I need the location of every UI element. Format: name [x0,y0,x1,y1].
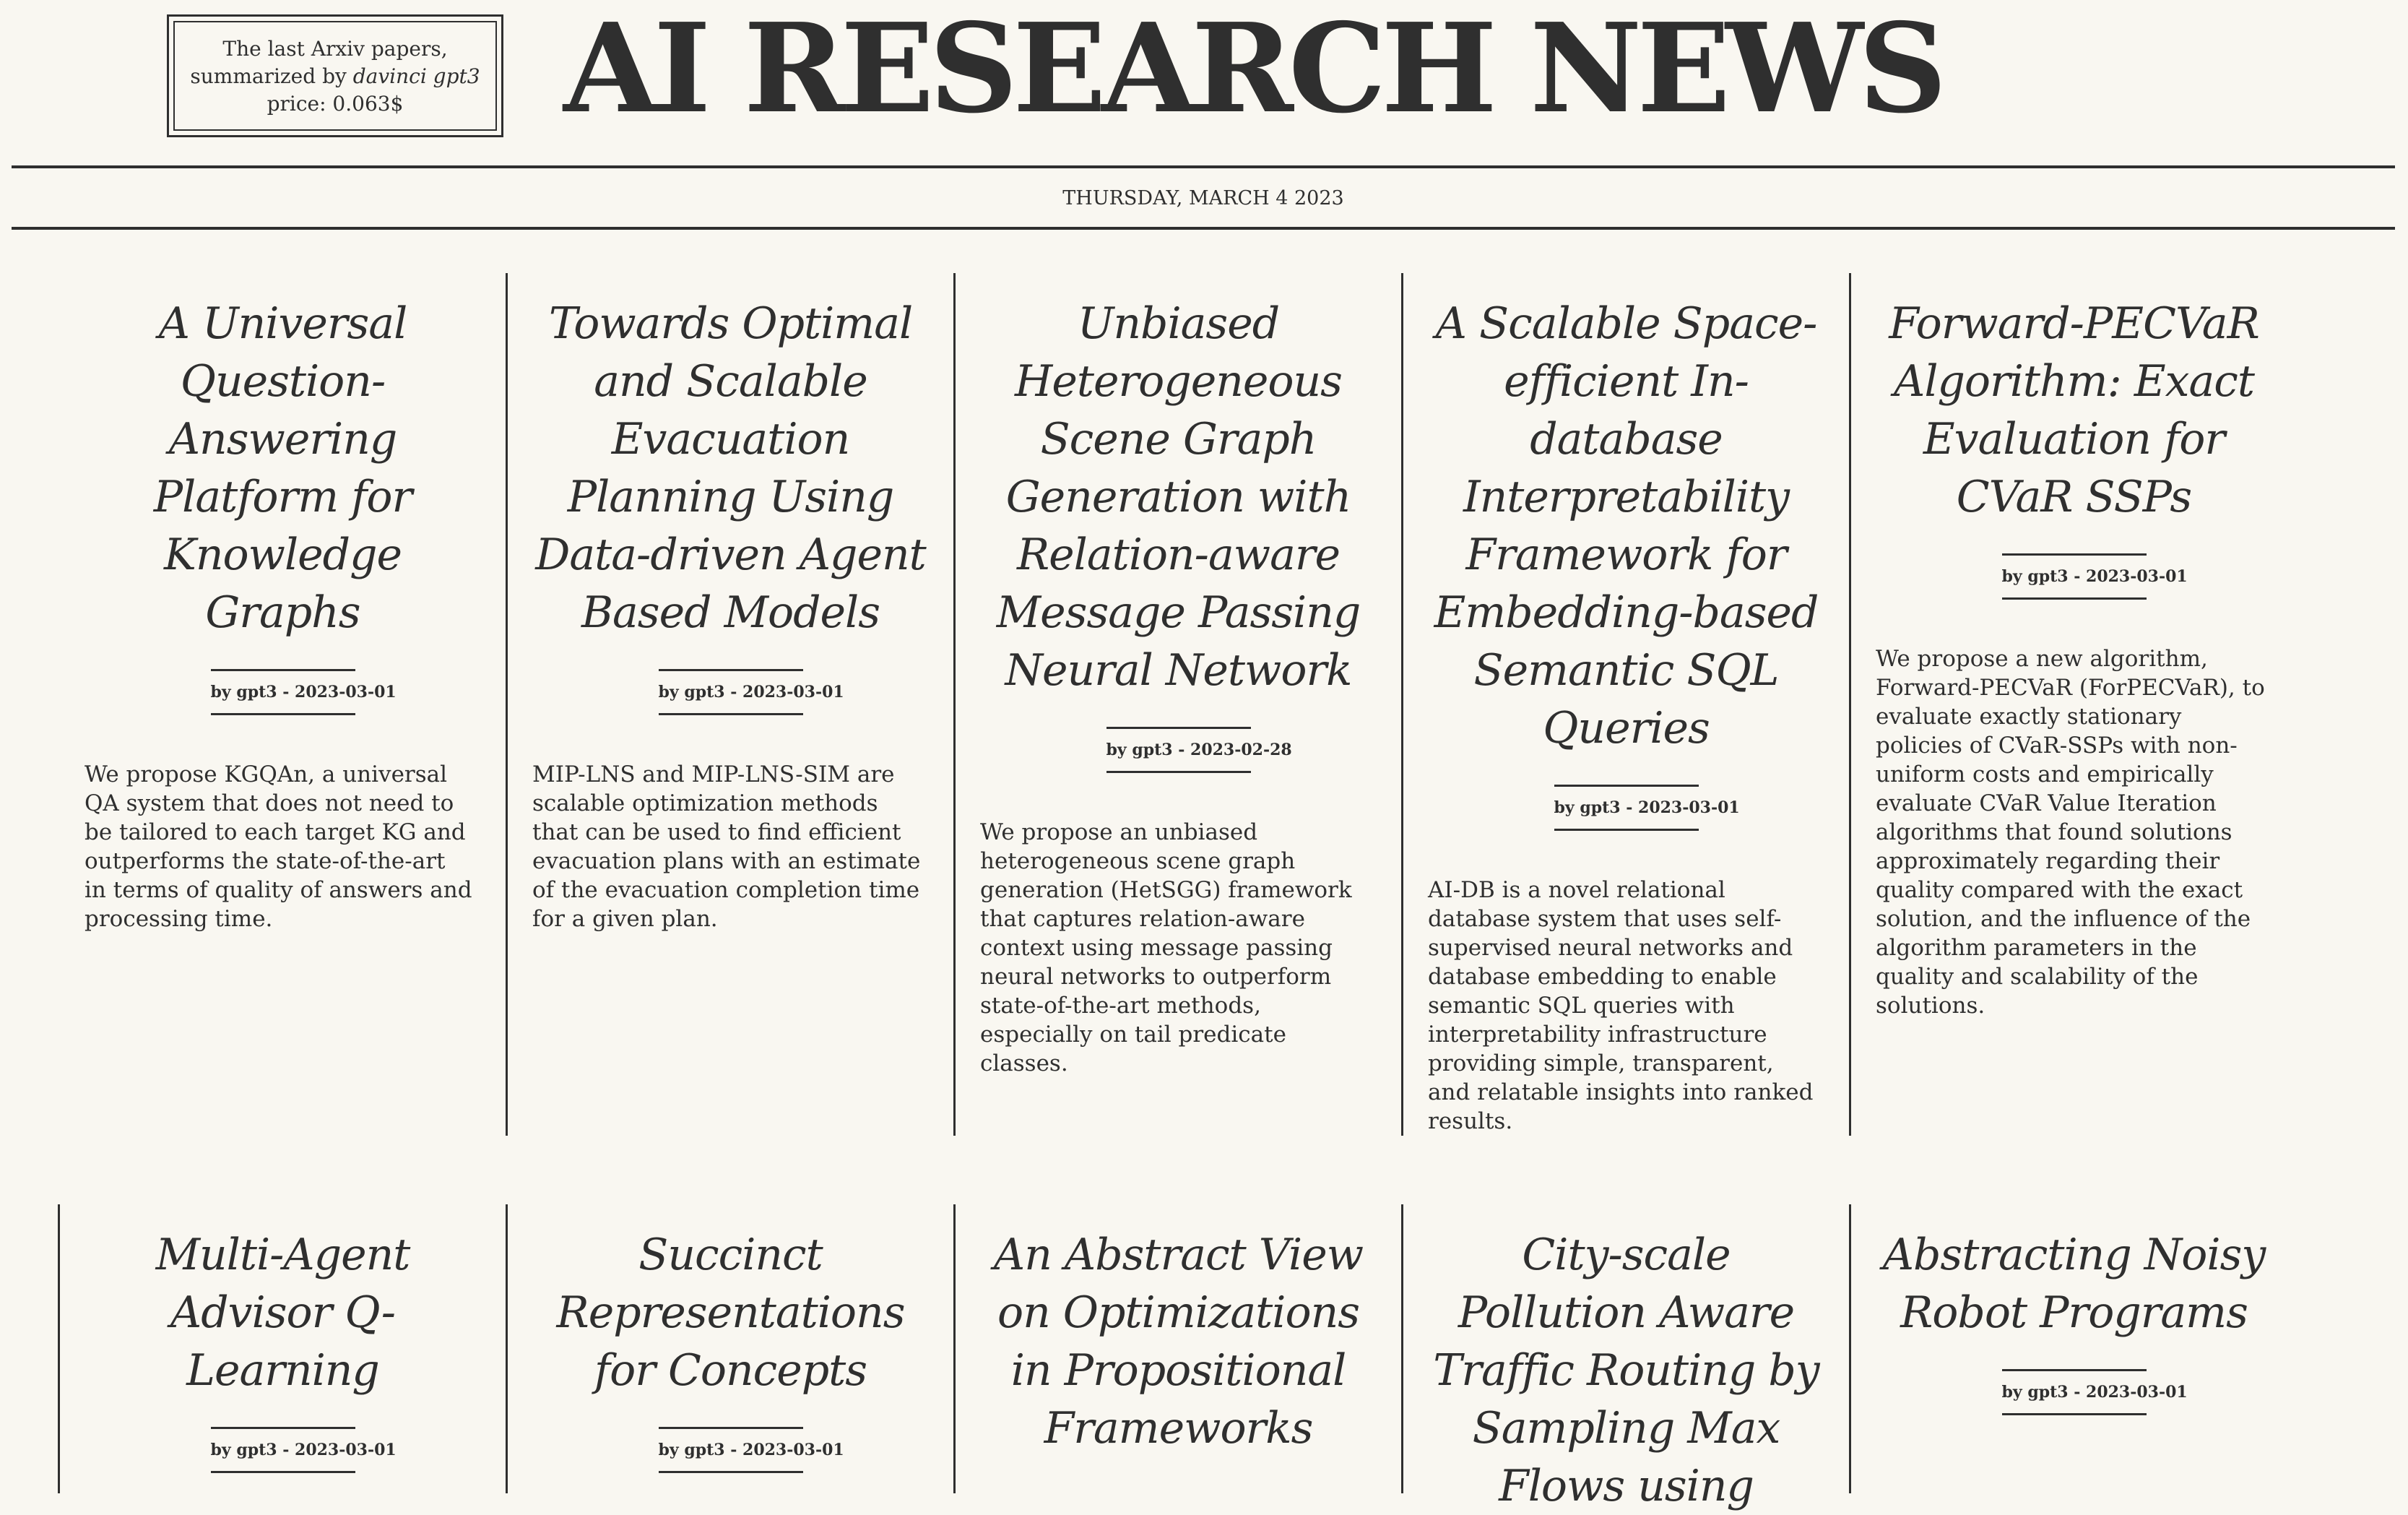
articles-row-2 [58,1204,2297,1511]
article-summary: We propose KGQAn, a universal QA system that does not need to be tailored to each target KG and outperforms the state-of-the-art in terms of quality of answers and processing time. [85,761,472,932]
site-title: AI RESEARCH NEWS [563,0,1942,141]
article-card[interactable] [506,273,953,1136]
article-card[interactable] [1849,273,2297,1136]
article-title[interactable]: Succinct Representations for Concepts [556,1230,905,1396]
article-summary: We propose an unbiased heterogeneous scene graph generation (HetSGG) framework that captures relation-aware context using message passing neural networks to outperform state-of-the-art methods, especially on tail predicate classes. [980,819,1352,1076]
info-box-inner [173,21,497,131]
article-byline: by gpt3 - 2023-03-01 [2001,1383,2188,1402]
article-card[interactable] [1401,1204,1849,1511]
byline-box [2001,553,2188,600]
dateline: THURSDAY, MARCH 4 2023 [1062,187,1344,210]
article-byline: by gpt3 - 2023-03-01 [210,683,397,702]
masthead-header [0,0,2408,166]
info-line-price: price: 0.063$ [267,92,404,116]
article-title[interactable]: Unbiased Heterogeneous Scene Graph Generation with Relation-aware Message Passing Neural Network [996,298,1361,696]
info-line-2-prefix: summarized by [190,64,353,88]
article-title[interactable]: A Universal Question-Answering Platform for Knowledge Graphs [153,298,412,638]
article-card[interactable] [506,1204,953,1493]
article-card[interactable] [58,1204,506,1493]
article-summary: MIP-LNS and MIP-LNS-SIM are scalable optimization methods that can be used to find efficient evacuation plans with an estimate of the evacuation completion time for a given plan. [532,761,921,932]
article-byline: by gpt3 - 2023-03-01 [210,1441,397,1459]
article-card[interactable] [58,273,506,1136]
info-line-1: The last Arxiv papers, [222,37,448,61]
byline-box [658,1427,844,1473]
article-title[interactable]: Towards Optimal and Scalable Evacuation Planning Using Data-driven Agent Based Models [535,298,926,638]
byline-box [658,669,844,715]
article-card[interactable] [1849,1204,2297,1493]
article-byline: by gpt3 - 2023-03-01 [658,1441,844,1459]
article-byline: by gpt3 - 2023-02-28 [1106,741,1292,759]
article-title[interactable]: An Abstract View on Optimizations in Propositional Frameworks [993,1230,1364,1454]
byline-box [210,1427,397,1473]
info-line-2-model: davinci gpt3 [352,64,480,88]
top-divider [12,165,2395,168]
bottom-divider [12,227,2395,230]
article-byline: by gpt3 - 2023-03-01 [2001,567,2188,586]
article-card[interactable] [1401,273,1849,1136]
byline-box [2001,1369,2188,1415]
articles-row-1 [58,273,2297,1136]
article-title[interactable]: Forward-PECVaR Algorithm: Exact Evaluation for CVaR SSPs [1889,298,2259,522]
article-summary: We propose a new algorithm, Forward-PECVaR (ForPECVaR), to evaluate exactly stationary policies of CVaR-SSPs with non-uniform costs and empirically evaluate CVaR Value Iteration algorithms that found solutions approximately regarding their quality compared with the exact solution, and the influence of the algorithm parameters in the quality and scalability of the solutions. [1876,646,2265,1019]
article-card[interactable] [953,273,1401,1136]
article-card[interactable] [953,1204,1401,1493]
byline-box [210,669,397,715]
article-byline: by gpt3 - 2023-03-01 [1554,798,1740,817]
info-box [167,14,503,137]
byline-box [1554,785,1740,831]
article-title[interactable]: A Scalable Space-efficient In-database Interpretability Framework for Embedding-based Semantic SQL Queries [1434,298,1819,754]
articles-grid [58,273,2297,1511]
article-summary: AI-DB is a novel relational database system that uses self-supervised neural networks and database embedding to enable semantic SQL queries with interpretability infrastructure providing simple, transparent, and relatable insights into ranked results. [1428,877,1814,1134]
byline-box [1106,727,1292,773]
article-byline: by gpt3 - 2023-03-01 [658,683,844,702]
article-title[interactable]: City-scale Pollution Aware Traffic Routing by Sampling Max Flows using [1433,1230,1819,1511]
article-title[interactable]: Abstracting Noisy Robot Programs [1882,1230,2266,1338]
article-title[interactable]: Multi-Agent Advisor Q-Learning [155,1230,410,1396]
info-line-2 [175,63,495,90]
